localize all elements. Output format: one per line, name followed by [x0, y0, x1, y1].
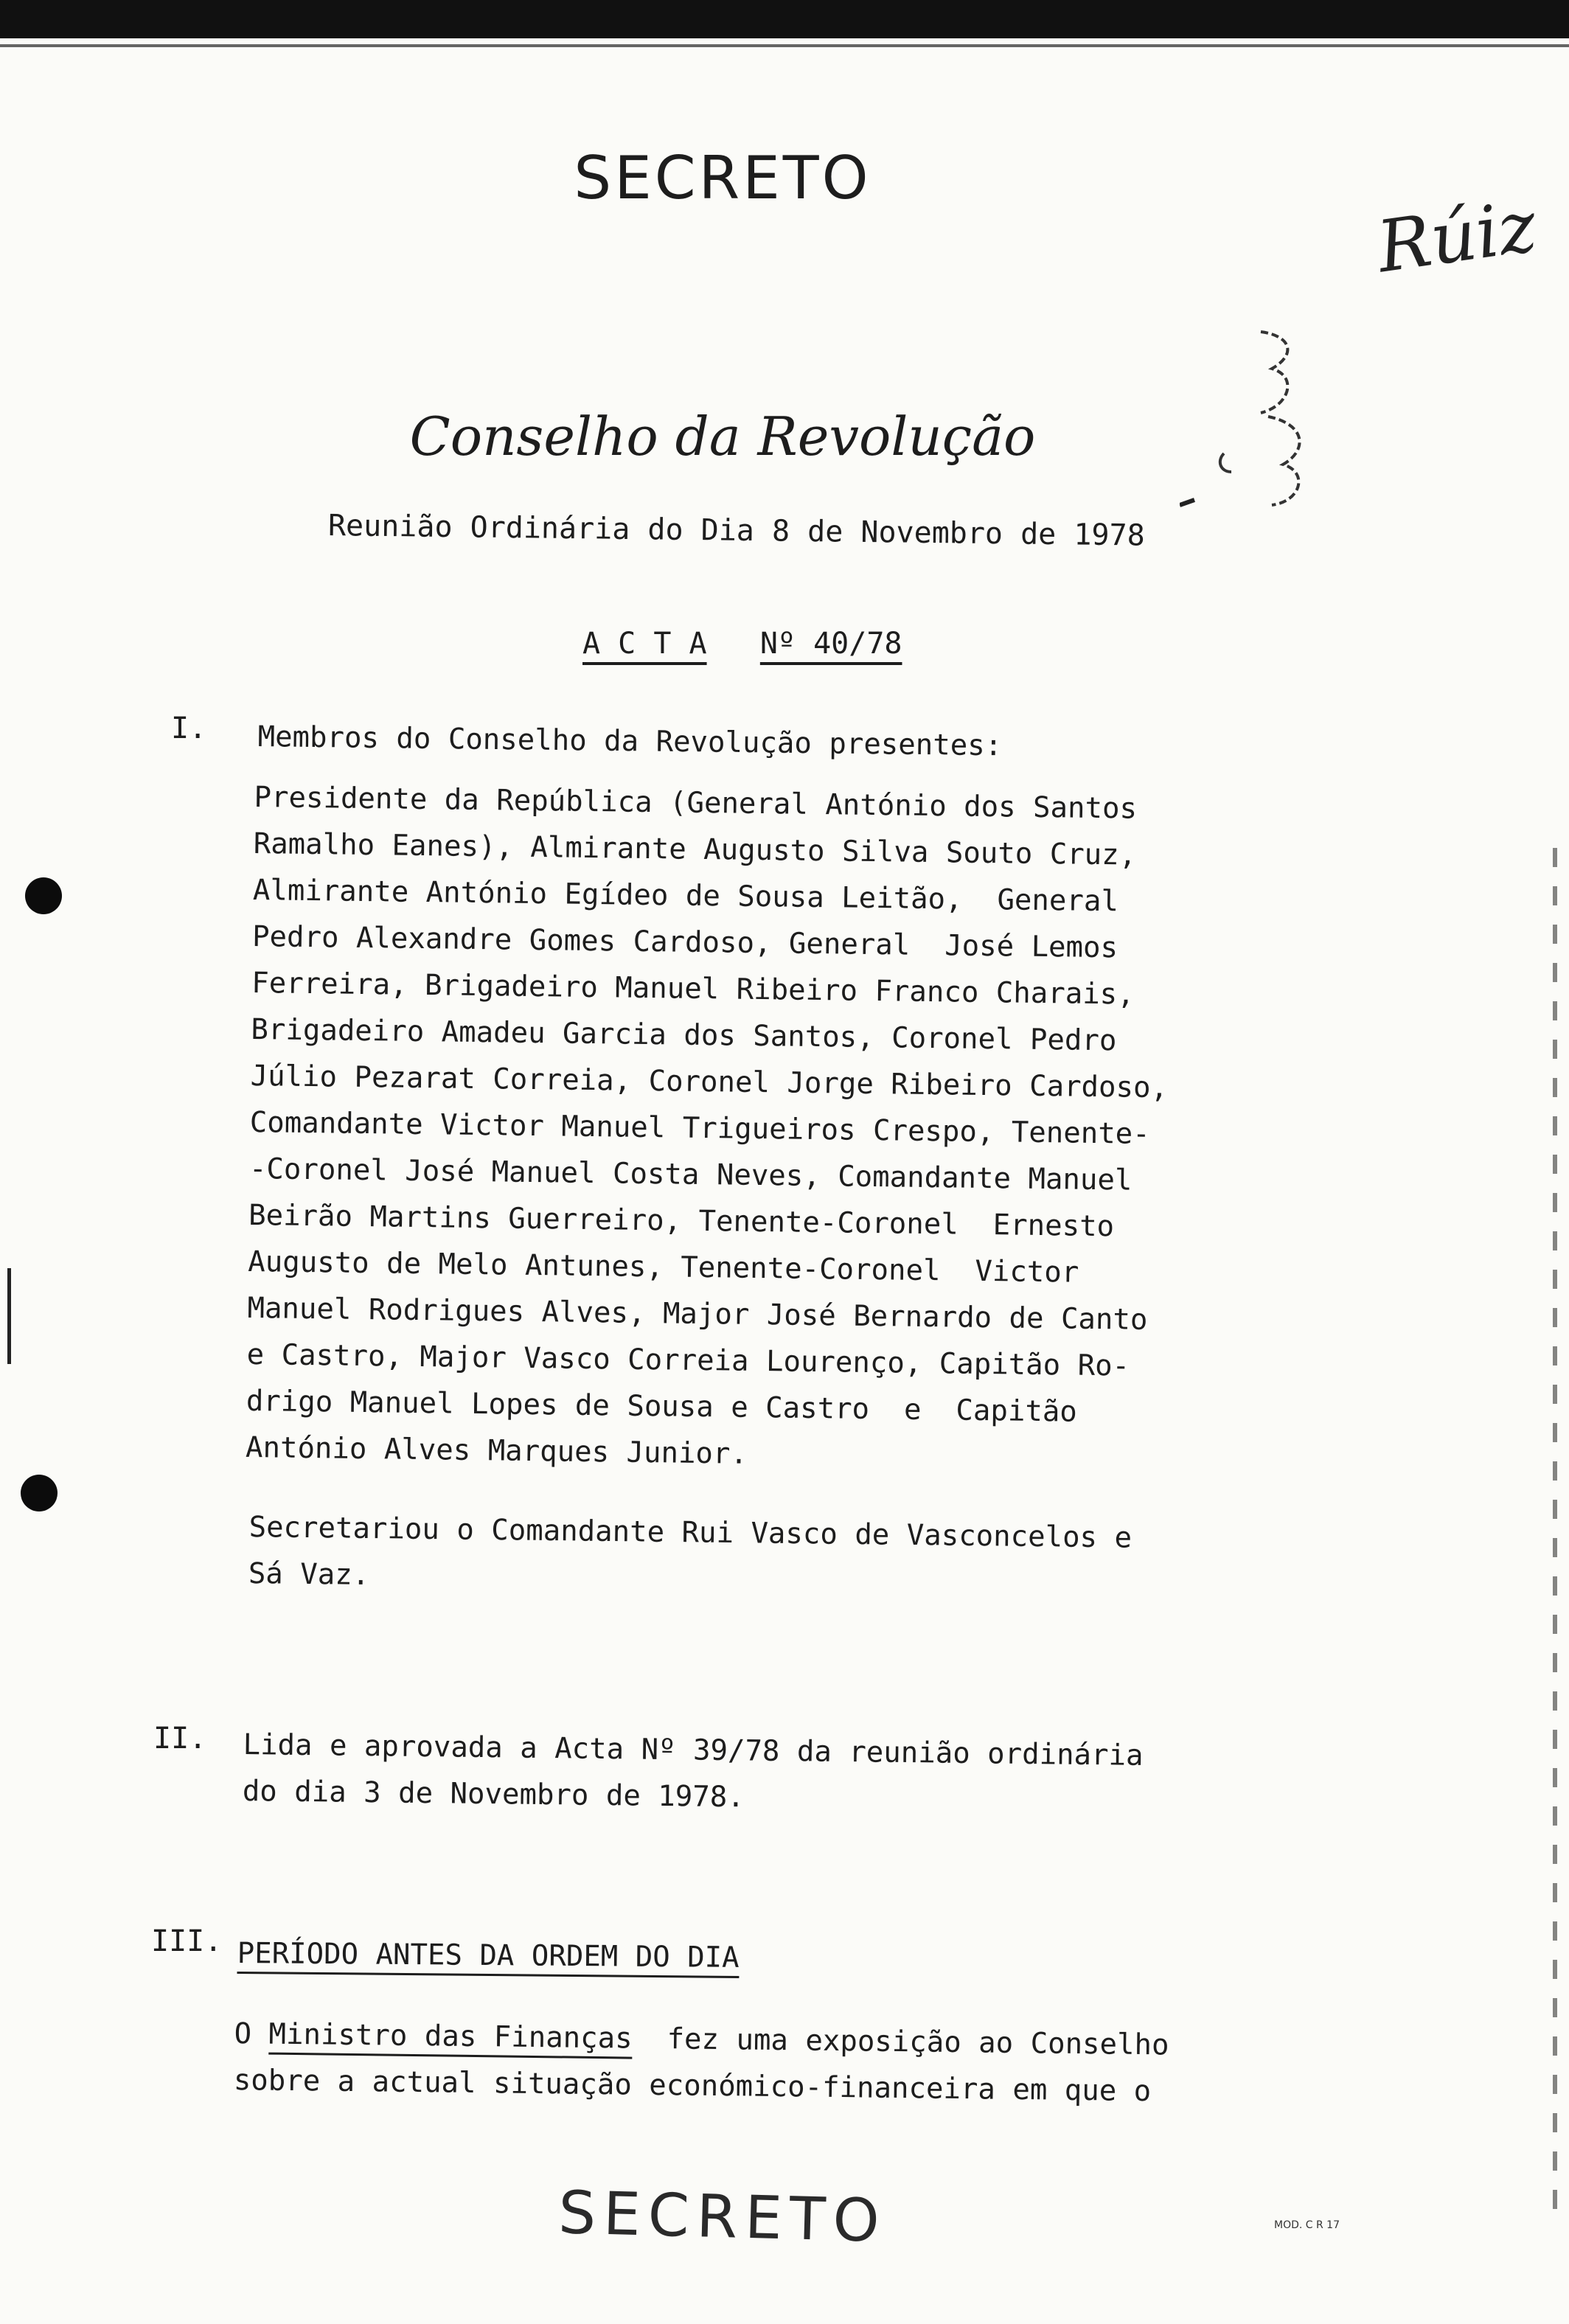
scan-top-border — [0, 0, 1569, 38]
section-3-title — [237, 1930, 739, 1981]
secretary-line: Secretariou o Comandante Rui Vasco de Vasconcelos e — [248, 1510, 1133, 1555]
section-3-line: sobre a actual situação económico-financeira em que o — [233, 2063, 1152, 2109]
acta-number: Nº 40/78 — [759, 627, 902, 661]
line-prefix: O — [234, 2017, 269, 2051]
minister-of-finance: Ministro das Finanças — [268, 2017, 633, 2056]
council-title: Conselho da Revolução — [409, 406, 1036, 467]
classification-footer: SECRETO — [557, 2178, 888, 2255]
members-line: Ferreira, Brigadeiro Manuel Ribeiro Franco Charais, — [251, 966, 1135, 1012]
members-intro: Membros do Conselho da Revolução presentes: — [257, 720, 1003, 763]
members-line: e Castro, Major Vasco Correia Lourenço, Capitão Ro- — [246, 1337, 1130, 1383]
section-2-line: do dia 3 de Novembro de 1978. — [242, 1774, 745, 1815]
members-line: drigo Manuel Lopes de Sousa e Castro e Capitão — [246, 1384, 1078, 1429]
members-line: António Alves Marques Junior. — [245, 1430, 748, 1471]
members-line: Almirante António Egídeo de Sousa Leitão, General — [252, 873, 1119, 919]
form-code: MOD. C R 17 — [1274, 2219, 1340, 2231]
members-line: Ramalho Eanes), Almirante Augusto Silva Souto Cruz, — [253, 827, 1137, 872]
members-line: -Coronel José Manuel Costa Neves, Comandante Manuel — [248, 1152, 1133, 1197]
scan-left-mark — [7, 1268, 11, 1364]
handwritten-rubric: Rúiz — [1372, 184, 1542, 289]
section-2-numeral: II. — [153, 1722, 207, 1756]
scan-right-edge — [1553, 848, 1557, 2212]
acta-label: A C T A — [582, 627, 707, 661]
section-3-body — [233, 2011, 1169, 2115]
members-line: Beirão Martins Guerreiro, Tenente-Coronel Ernesto — [248, 1198, 1115, 1244]
punch-hole-bottom — [21, 1475, 58, 1511]
members-line: Presidente da República (General António dos Santos — [254, 780, 1138, 826]
classification-header: SECRETO — [574, 144, 872, 212]
acta-heading — [582, 627, 902, 661]
members-line: Comandante Victor Manuel Trigueiros Crespo, Tenente- — [249, 1105, 1150, 1151]
members-line: Manuel Rodrigues Alves, Major José Bernardo de Canto — [247, 1291, 1148, 1337]
scan-top-line — [0, 44, 1569, 47]
section-2-text — [242, 1722, 1143, 1826]
members-line: Pedro Alexandre Gomes Cardoso, General José Lemos — [251, 919, 1119, 965]
members-line: Júlio Pezarat Correia, Coronel Jorge Ribeiro Cardoso, — [250, 1059, 1169, 1105]
members-line: Augusto de Melo Antunes, Tenente-Coronel Victor — [248, 1245, 1079, 1290]
secretary-paragraph — [248, 1504, 1132, 1608]
section-3-title-text: PERÍODO ANTES DA ORDEM DO DIA — [237, 1936, 740, 1975]
members-line: Brigadeiro Amadeu Garcia dos Santos, Coronel Pedro — [251, 1012, 1117, 1058]
section-1-numeral: I. — [171, 712, 207, 745]
meeting-line: Reunião Ordinária do Dia 8 de Novembro de 1978 — [327, 509, 1145, 553]
section-3-numeral: III. — [151, 1924, 223, 1958]
section-2-line: Lida e aprovada a Acta Nº 39/78 da reunião ordinária — [243, 1728, 1144, 1772]
secretary-line: Sá Vaz. — [248, 1556, 370, 1592]
line-rest: fez uma exposição ao Conselho — [632, 2022, 1169, 2062]
punch-hole-top — [25, 877, 62, 914]
members-list — [246, 774, 1172, 1483]
